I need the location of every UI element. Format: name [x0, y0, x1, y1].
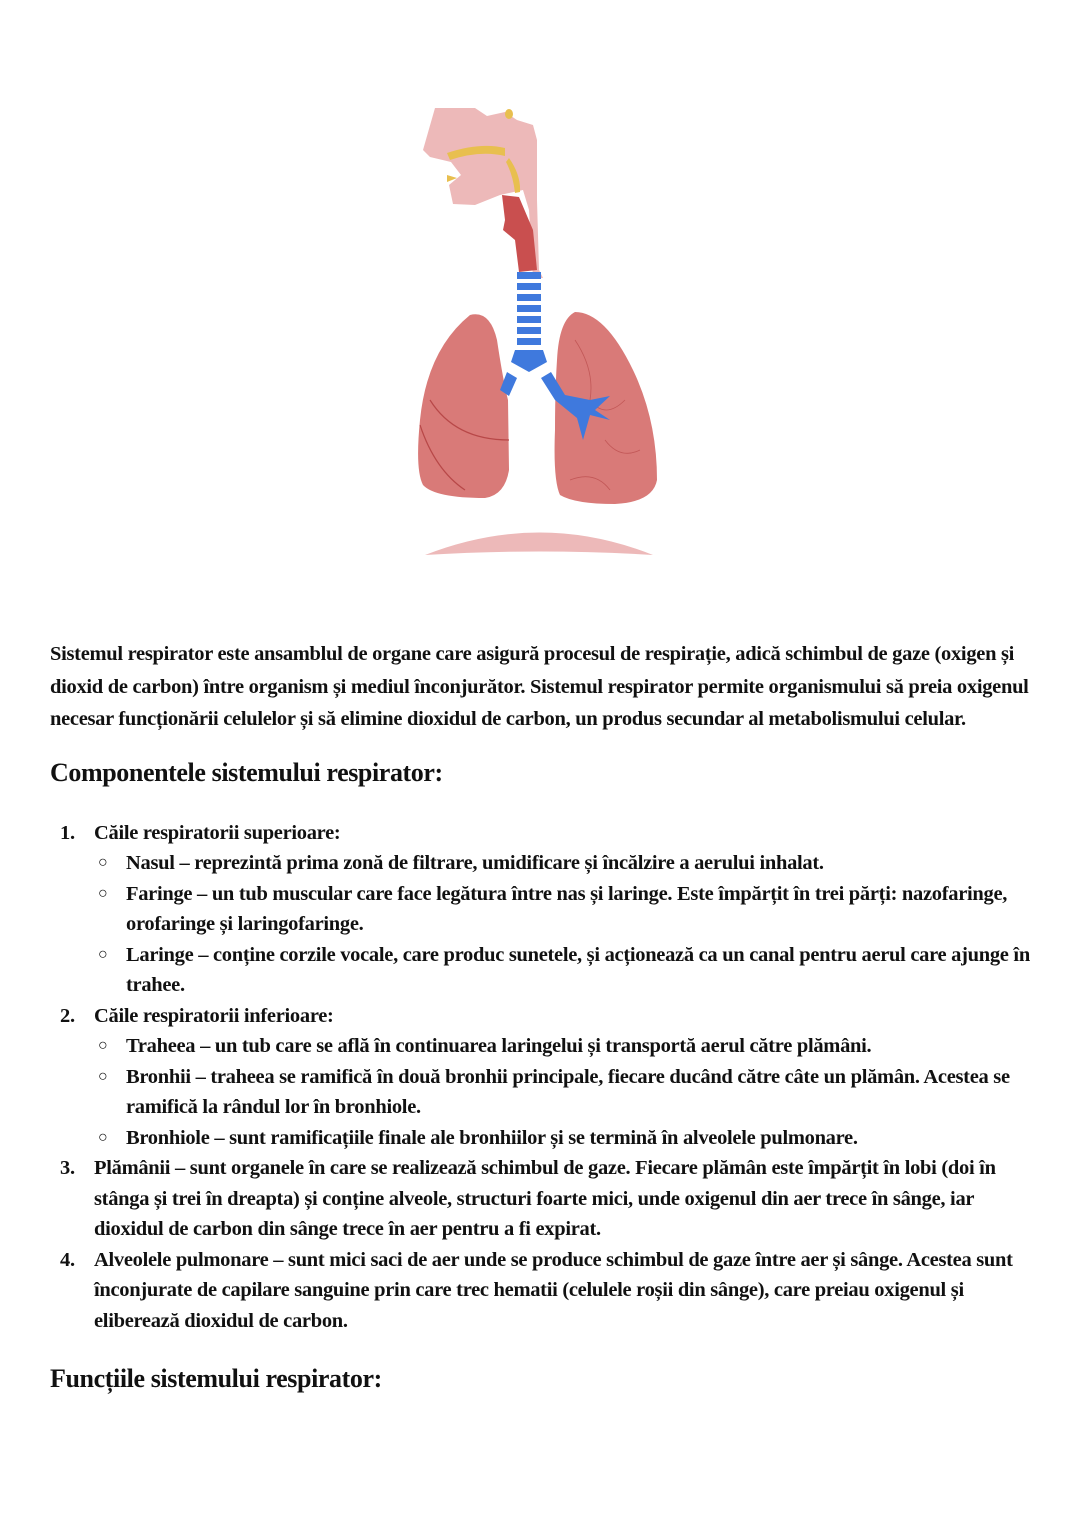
sub-list-item [50, 1123, 1040, 1154]
list-item [50, 1153, 1040, 1245]
sub-list-item [50, 879, 1040, 940]
diaphragm [425, 533, 653, 556]
list-number: 4. [60, 1248, 75, 1271]
list-number: 1. [60, 821, 75, 844]
sub-list [94, 1031, 1040, 1153]
list-item [50, 1001, 1040, 1154]
circle-bullet-icon: ○ [98, 884, 108, 902]
list-item [50, 818, 1040, 1001]
sub-list-item [50, 940, 1040, 1001]
sub-list-item-text: Laringe – conține corzile vocale, care produc sunetele, și acționează ca un canal pentru aerul care ajunge în trahee. [126, 943, 1030, 996]
list-item [50, 1245, 1040, 1337]
sub-list-item [50, 848, 1040, 879]
sub-list-item-text: Nasul – reprezintă prima zonă de filtrare, umidificare și încălzire a aerului inhalat. [126, 852, 824, 874]
sub-list-item-text: Faringe – un tub muscular care face legătura între nas și laringe. Este împărțit în trei părți: nazofaringe, orofaringe și laringofaringe. [126, 882, 1008, 935]
list-item-text: Căile respiratorii inferioare: [94, 1004, 334, 1027]
document-body [50, 638, 1040, 1394]
components-heading: Componentele sistemului respirator: [50, 757, 443, 787]
sub-list-item [50, 1031, 1040, 1062]
circle-bullet-icon: ○ [98, 1067, 108, 1085]
functions-heading: Funcțiile sistemului respirator: [50, 1364, 382, 1393]
right-lung [418, 314, 509, 498]
nasal-bone [505, 109, 513, 119]
sub-list [94, 848, 1040, 1001]
sub-list-item-text: Bronhiole – sunt ramificațiile finale ale bronhiilor și se termină în alveolele pulmonare. [126, 1126, 858, 1149]
components-list [50, 818, 1040, 1337]
list-number: 3. [60, 1157, 75, 1179]
sub-list-item [50, 1062, 1040, 1123]
list-item-text: Căile respiratorii superioare: [94, 821, 341, 844]
circle-bullet-icon: ○ [98, 1128, 108, 1146]
list-item-text: Plămânii – sunt organele în care se realizează schimbul de gaze. Fiecare plămân este împărțit în lobi (doi în stânga și trei în dreapta) și conține alveole, structuri foarte mici, unde oxigenul din aer trece în sânge, iar dioxidul de carbon din sânge trece în aer pentru a fi expirat. [94, 1157, 996, 1240]
list-number: 2. [60, 1004, 75, 1027]
sub-list-item-text: Bronhii – traheea se ramifică în două bronhii principale, fiecare ducând către câte un plămân. Acestea se ramifică la rândul lor în bronhiole. [126, 1065, 1010, 1118]
intro-paragraph: Sistemul respirator este ansamblul de organe care asigură procesul de respirație, adică schimbul de gaze (oxigen și dioxid de carbon) între organism și mediul înconjurător. Sistemul respirator permite organismului să preia oxigenul necesar funcționării celulelor și să elimine dioxidul de carbon, un produs secundar al metabolismului celular. [50, 643, 1029, 730]
circle-bullet-icon: ○ [98, 945, 108, 963]
list-item-text: Alveolele pulmonare – sunt mici saci de aer unde se produce schimbul de gaze între aer și sânge. Acestea sunt înconjurate de capilare sanguine prin care trec hematii (celulele roșii din sânge), care preiau oxigenul și eliberează dioxidul de carbon. [94, 1248, 1013, 1332]
circle-bullet-icon: ○ [98, 1037, 108, 1054]
circle-bullet-icon: ○ [98, 854, 108, 871]
respiratory-system-illustration [405, 100, 675, 570]
sub-list-item-text: Traheea – un tub care se află în continuarea laringelui și transportă aerul către plămâni. [126, 1035, 872, 1057]
trachea [511, 272, 547, 372]
